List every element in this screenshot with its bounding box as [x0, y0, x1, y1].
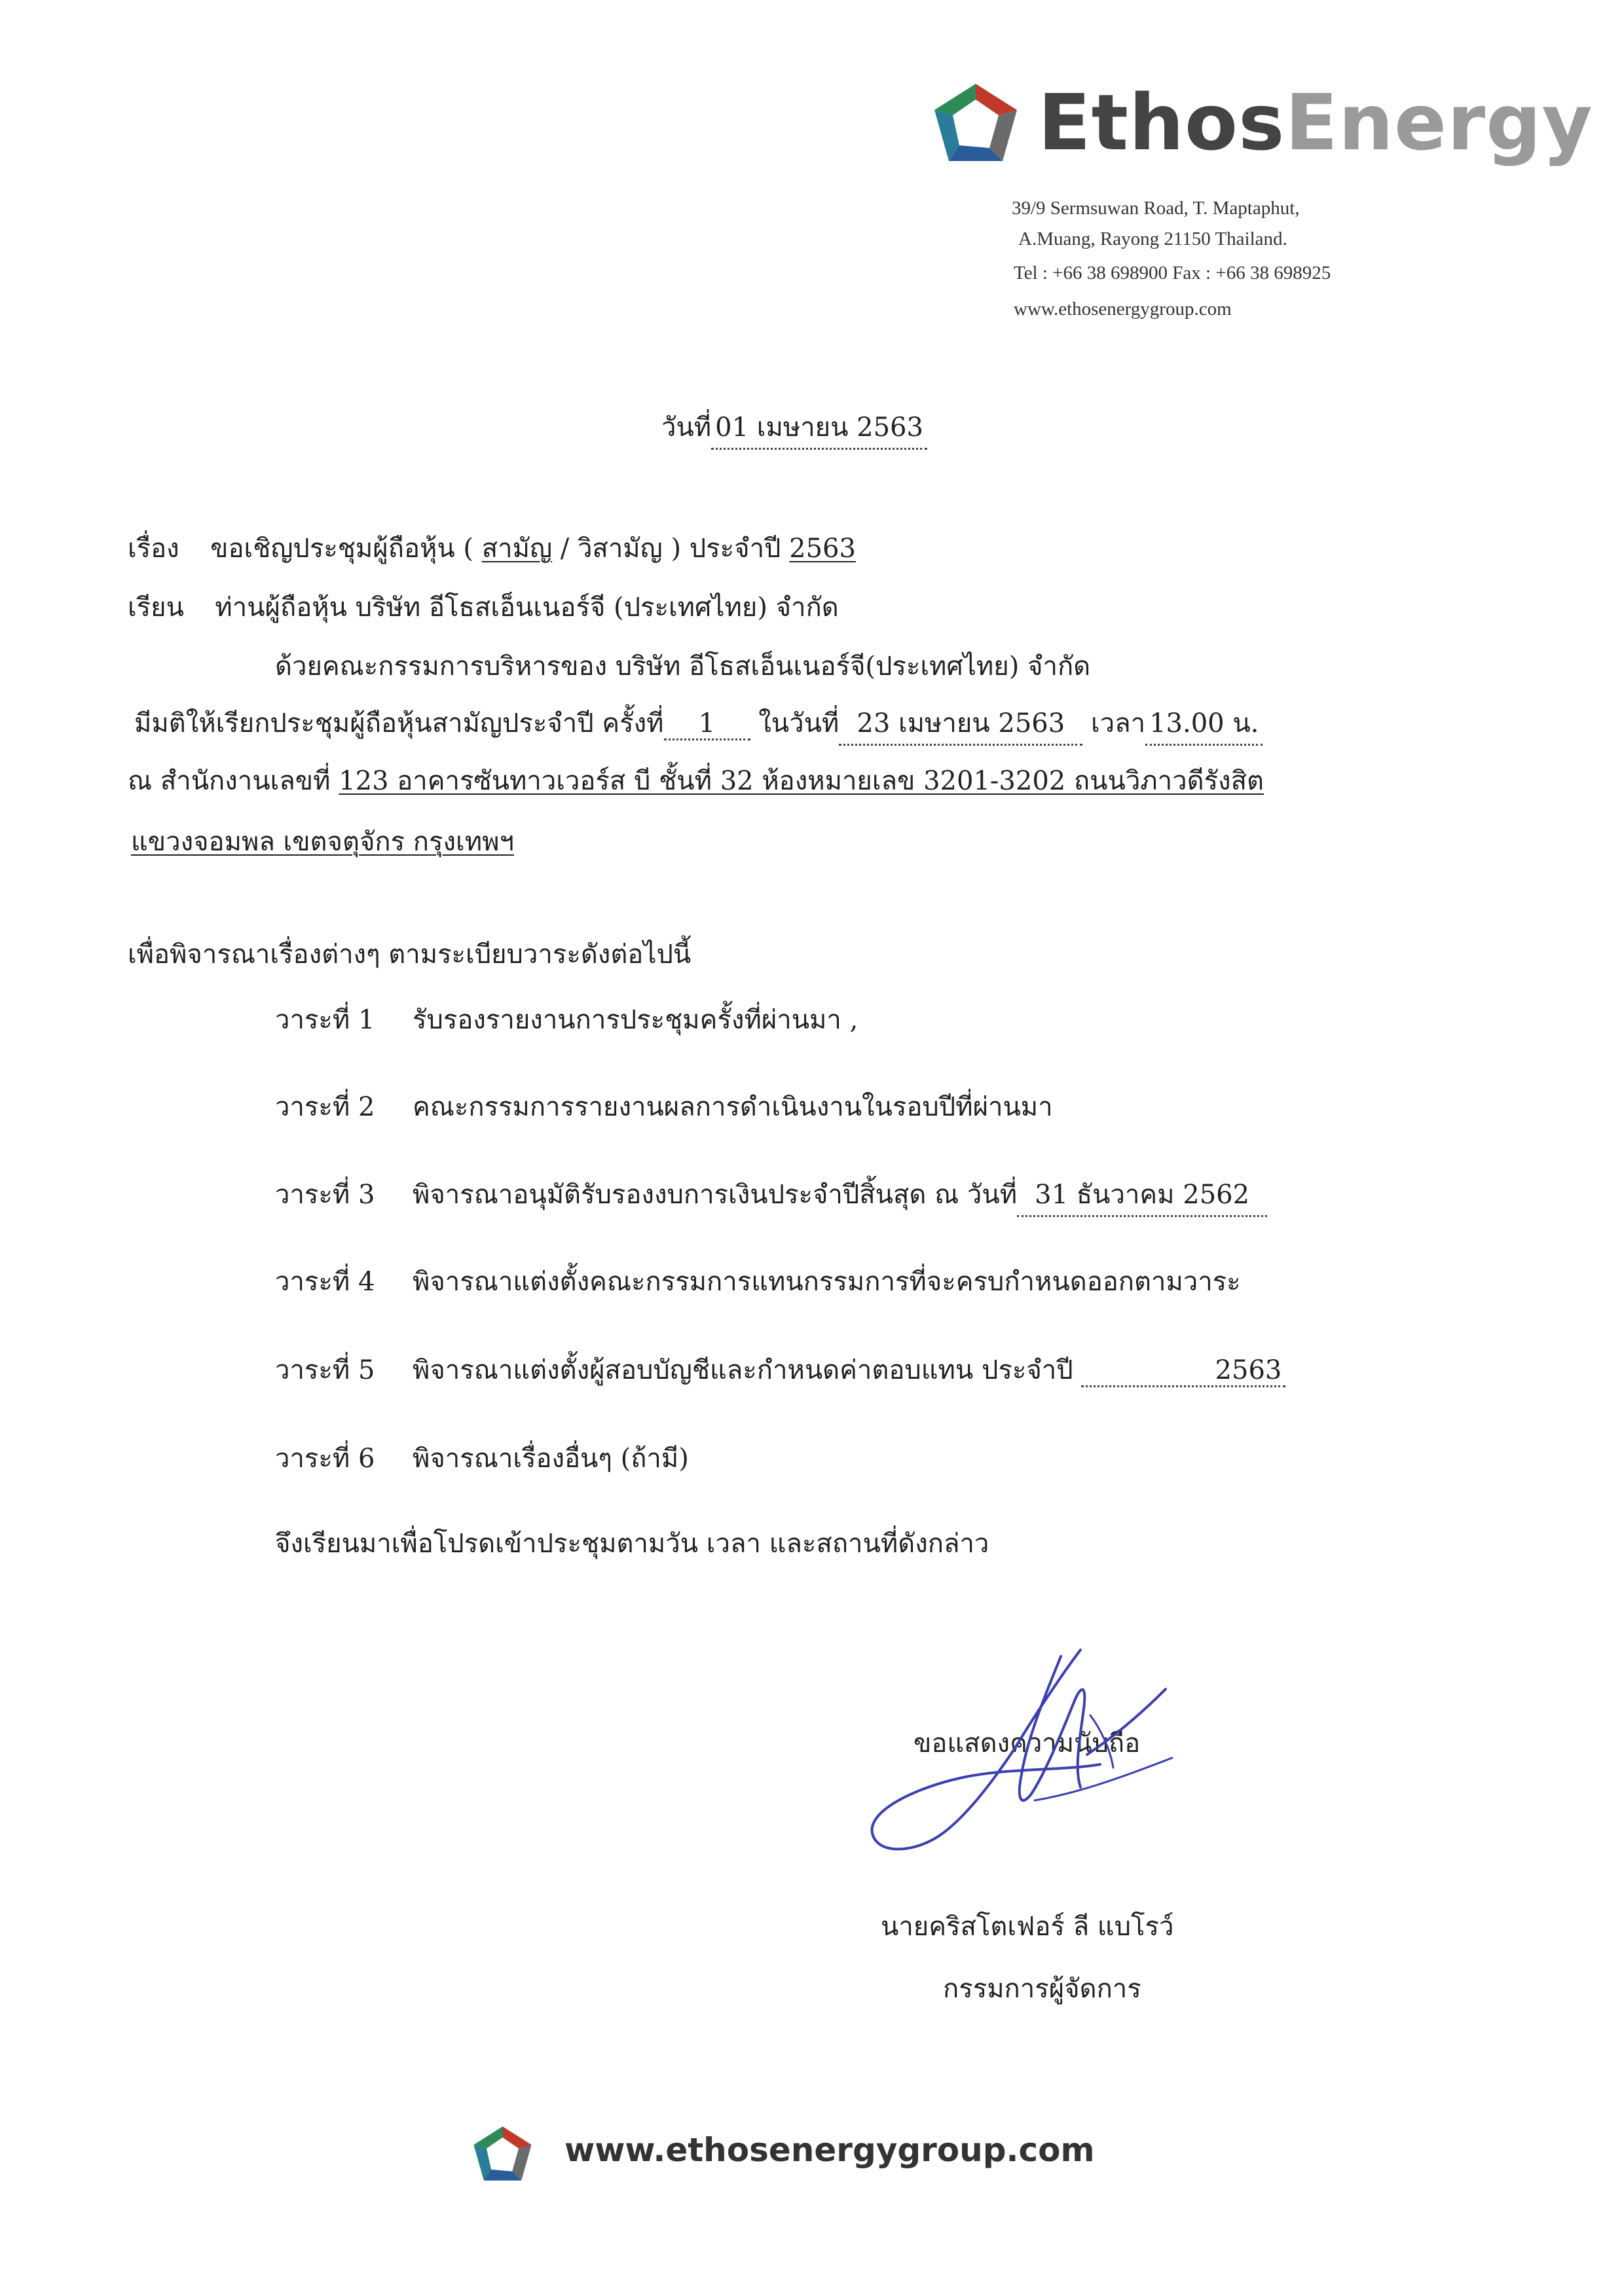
address-line-1: 39/9 Sermsuwan Road, T. Maptaphut,: [1012, 198, 1300, 219]
subject-line: [128, 527, 856, 569]
agenda-item: [275, 1173, 1267, 1217]
agenda-text: รับรองรายงานการประชุมครั้งที่ผ่านมา ,: [413, 1005, 858, 1035]
agenda-item: [275, 1349, 1285, 1391]
meeting-date-label: ในวันที่: [758, 708, 840, 738]
agenda-label: วาระที่ 6: [275, 1444, 375, 1474]
fiscal-year-end-date: 31 ธันวาคม 2562: [1017, 1173, 1267, 1217]
agenda-text: พิจารณาเรื่องอื่นๆ (ถ้ามี): [413, 1444, 689, 1474]
meeting-number: 1: [664, 708, 750, 740]
meeting-call-text: มีมติให้เรียกประชุมผู้ถือหุ้นสามัญประจำปี ครั้งที่: [134, 708, 664, 738]
body-line-1: ด้วยคณะกรรมการบริหารของ บริษัท อีโธสเอ็นเนอร์จี(ประเทศไทย) จำกัด: [275, 651, 1091, 682]
agenda-text: พิจารณาแต่งตั้งคณะกรรมการแทนกรรมการที่จะครบกำหนดออกตามวาระ: [413, 1267, 1241, 1297]
agenda-intro: เพื่อพิจารณาเรื่องต่างๆ ตามระเบียบวาระดังต่อไปนี้: [128, 939, 692, 970]
date-label: วันที่: [661, 412, 712, 443]
agenda-label: วาระที่ 1: [275, 1005, 375, 1035]
ethos-energy-logo-icon: [927, 77, 1025, 169]
subject-label: เรื่อง: [128, 534, 179, 564]
recipient-line: [128, 586, 839, 628]
subject-ordinary: สามัญ: [481, 534, 553, 564]
address-line-2: A.Muang, Rayong 21150 Thailand.: [1018, 228, 1287, 249]
meeting-date: 23 เมษายน 2563: [839, 702, 1082, 746]
agenda-item: [275, 1260, 1241, 1302]
agenda-label: วาระที่ 4: [275, 1267, 375, 1297]
meeting-time: 13.00 น.: [1145, 702, 1263, 746]
subject-middle: / วิสามัญ ) ประจำปี: [552, 534, 781, 564]
agenda-text: พิจารณาอนุมัติรับรองงบการเงินประจำปีสิ้นสุด ณ วันที่: [413, 1180, 1018, 1210]
agenda-label: วาระที่ 5: [275, 1355, 375, 1385]
agenda-item: [275, 998, 858, 1040]
body-line-2: [134, 702, 1263, 746]
subject-prefix: ขอเชิญประชุมผู้ถือหุ้น (: [210, 534, 474, 564]
footer-website: www.ethosenergygroup.com: [564, 2131, 1095, 2169]
recipient-label: เรียน: [128, 592, 184, 623]
logo-word-ethos: Ethos: [1038, 77, 1285, 168]
tel-fax-line: Tel : +66 38 698900 Fax : +66 38 698925: [1014, 263, 1331, 283]
regards-text: ขอแสดงความนับถือ: [913, 1728, 1141, 1758]
logo-word-energy: Energy: [1285, 77, 1593, 168]
agenda-item: [275, 1085, 1053, 1127]
letter-date: [661, 406, 927, 450]
agenda-text: คณะกรรมการรายงานผลการดำเนินงานในรอบปีที่ผ่านมา: [413, 1092, 1053, 1122]
header-website: www.ethosenergygroup.com: [1014, 299, 1232, 319]
location-line-1: 123 อาคารซันทาวเวอร์ส บี ชั้นที่ 32 ห้องหมายเลข 3201-3202 ถนนวิภาวดีรังสิต: [339, 766, 1264, 796]
footer-logo-icon: [468, 2121, 537, 2187]
subject-year: 2563: [789, 534, 856, 564]
agenda-item: [275, 1437, 689, 1479]
agenda-text: พิจารณาแต่งตั้งผู้สอบบัญชีและกำหนดค่าตอบแทน ประจำปี: [413, 1355, 1073, 1385]
date-value: 01 เมษายน 2563: [711, 406, 927, 450]
recipient-text: ท่านผู้ถือหุ้น บริษัท อีโธสเอ็นเนอร์จี (ประเทศไทย) จำกัด: [215, 592, 839, 623]
agenda-label: วาระที่ 3: [275, 1180, 375, 1210]
signatory-title: กรรมการผู้จัดการ: [943, 1974, 1141, 2004]
location-line-2: แขวงจอมพล เขตจตุจักร กรุงเทพฯ: [131, 827, 514, 857]
handwritten-signature-icon: [864, 1637, 1192, 1872]
closing-sentence: จึงเรียนมาเพื่อโปรดเข้าประชุมตามวัน เวลา และสถานที่ดังกล่าว: [275, 1529, 989, 1559]
signatory-name: นายคริสโตเฟอร์ ลี แบโรว์: [881, 1912, 1174, 1942]
meeting-time-label: เวลา: [1091, 708, 1146, 738]
company-logo-text: [1038, 73, 1593, 172]
body-line-3: [128, 759, 1264, 801]
location-label: ณ สำนักงานเลขที่: [128, 766, 331, 796]
agenda-label: วาระที่ 2: [275, 1092, 375, 1122]
auditor-year: 2563: [1081, 1355, 1285, 1387]
